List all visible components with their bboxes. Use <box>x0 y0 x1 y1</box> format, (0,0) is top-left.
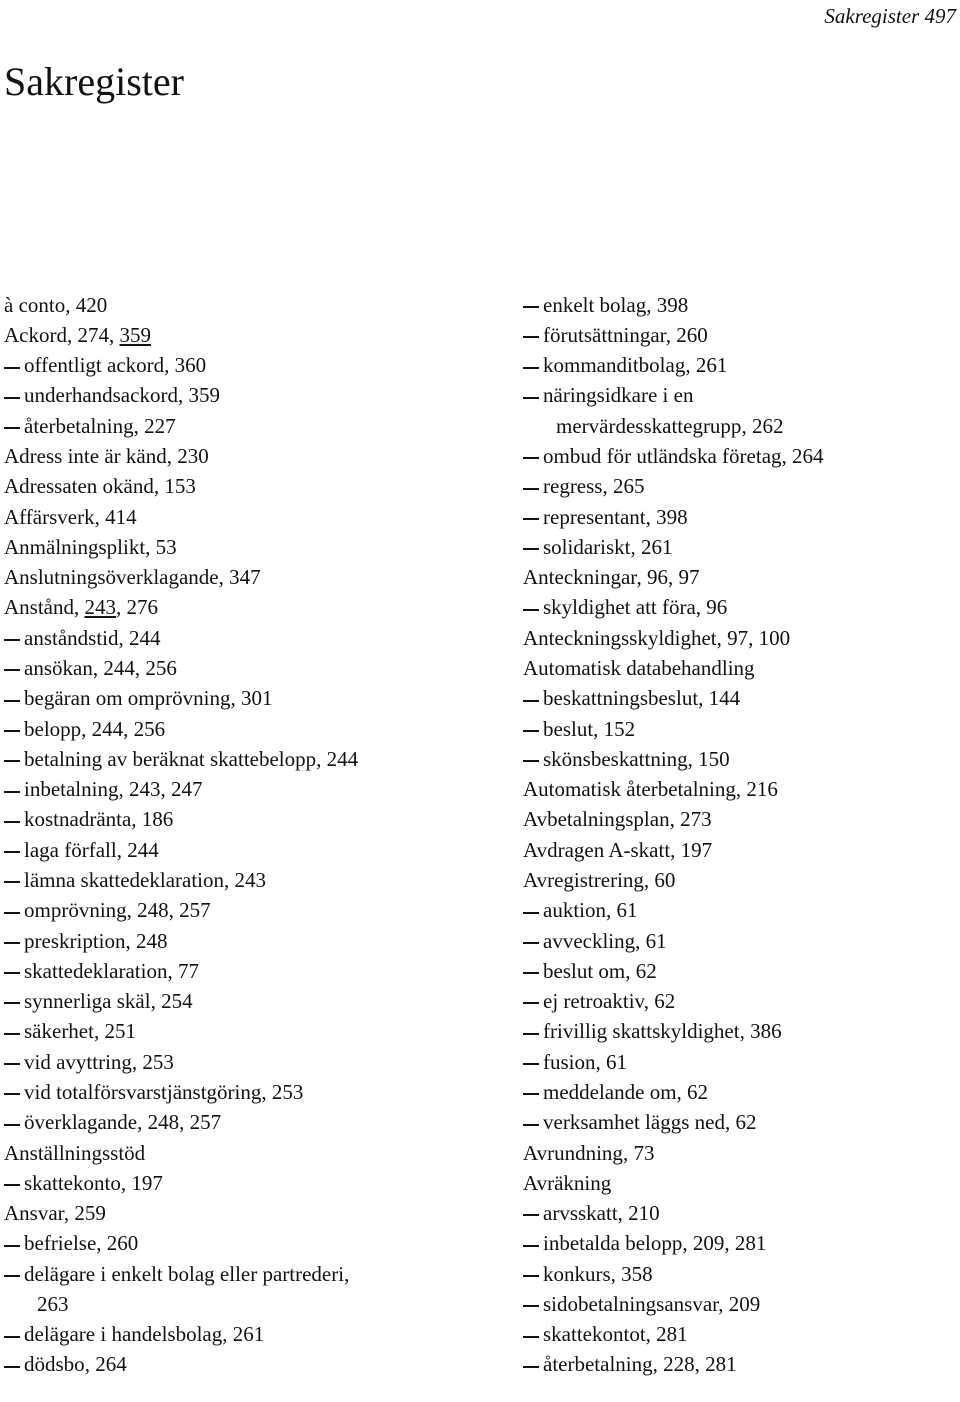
underlined-page-ref: 359 <box>119 322 151 347</box>
index-term: skyldighet att föra <box>543 595 696 620</box>
index-term: Avbetalningsplan <box>523 807 670 832</box>
index-term: avveckling <box>543 928 636 953</box>
index-term: Ansvar <box>4 1201 64 1226</box>
index-entry: Anslutningsöverklagande, 347 <box>4 565 261 590</box>
index-term: Anteckningar <box>523 565 637 590</box>
index-subentry: beslut, 152 <box>523 714 958 744</box>
page-refs: 244 <box>127 837 159 862</box>
index-term: frivillig skattskyldighet <box>543 1019 740 1044</box>
page-refs: 244 <box>129 625 161 650</box>
index-term: skönsbeskattning <box>543 746 688 771</box>
index-subentry: skattekonto, 197 <box>4 1168 444 1198</box>
page-refs: 62 <box>654 989 676 1014</box>
index-subentry: verksamhet läggs ned, 62 <box>523 1108 958 1138</box>
index-term: belopp <box>24 716 82 741</box>
index-entry: à conto, 420 <box>4 292 108 317</box>
page-refs: 144 <box>708 686 741 711</box>
index-subentry: anståndstid, 244 <box>4 623 444 653</box>
page-refs: 216 <box>746 777 778 802</box>
page-refs: 228, 281 <box>663 1352 737 1377</box>
index-term: underhandsackord <box>24 383 178 408</box>
index-entry: Anteckningsskyldighet, 97, 100 <box>523 625 791 650</box>
index-term: anståndstid <box>24 625 119 650</box>
index-subentry: avveckling, 61 <box>523 926 958 956</box>
index-entry: Anstånd, 243, 276 <box>4 595 158 620</box>
index-term: förutsättningar <box>543 322 666 347</box>
index-term: Anteckningsskyldighet <box>523 625 717 650</box>
page-refs: 243, 247 <box>128 777 203 802</box>
page-refs: 96, 97 <box>646 565 700 590</box>
index-subentry: återbetalning, 228, 281 <box>523 1350 958 1380</box>
index-subentry: beskattningsbeslut, 144 <box>523 684 958 714</box>
page-refs: 244, 256 <box>91 716 166 741</box>
page-refs: 260 <box>106 1231 139 1256</box>
index-subentry: kommanditbolag, 261 <box>523 351 958 381</box>
index-term: arvsskatt <box>543 1201 618 1226</box>
index-term: dödsbo <box>24 1352 85 1377</box>
index-term: skattekontot <box>543 1322 646 1347</box>
page-refs: 61 <box>616 898 638 923</box>
index-subentry: befrielse, 260 <box>4 1229 444 1259</box>
index-subentry: ombud för utländska företag, 264 <box>523 441 958 471</box>
page-refs: 186 <box>141 807 174 832</box>
index-entry: Adressaten okänd, 153 <box>4 474 196 499</box>
page-refs: 253 <box>271 1079 304 1104</box>
index-term: à conto <box>4 292 66 317</box>
index-entry: Adress inte är känd, 230 <box>4 444 209 469</box>
index-subentry: auktion, 61 <box>523 896 958 926</box>
index-term: regress <box>543 474 603 499</box>
page-refs: 62 <box>735 1110 757 1135</box>
running-head: Sakregister 497 <box>824 4 956 28</box>
index-term: Anstånd <box>4 595 74 620</box>
index-entry: Anteckningar, 96, 97 <box>523 565 700 590</box>
index-term: 263 <box>37 1291 69 1316</box>
page-refs: 61 <box>606 1049 627 1074</box>
index-term: näringsidkare i en <box>543 383 694 408</box>
index-entry: Affärsverk, 414 <box>4 504 137 529</box>
index-entry: Avregistrering, 60 <box>523 867 676 892</box>
page-refs: 209 <box>728 1291 761 1316</box>
index-term: preskription <box>24 928 126 953</box>
page-refs: 265 <box>612 474 645 499</box>
page-refs: 248 <box>135 928 168 953</box>
index-subentry: frivillig skattskyldighet, 386 <box>523 1017 958 1047</box>
index-subentry: säkerhet, 251 <box>4 1017 444 1047</box>
index-term: skattedeklaration <box>24 958 168 983</box>
index-term: Adressaten okänd <box>4 474 154 499</box>
index-subentry <box>4 1259 444 1289</box>
index-term: ombud för utländska företag <box>543 444 782 469</box>
index-term: auktion <box>543 898 606 923</box>
page-refs: 73 <box>633 1140 655 1165</box>
index-subentry: sidobetalningsansvar, 209 <box>523 1289 958 1319</box>
index-term: representant <box>543 504 646 529</box>
index-term: laga förfall <box>24 837 117 862</box>
page-refs: 197 <box>680 837 713 862</box>
page-refs: 360 <box>174 353 207 378</box>
index-subentry: inbetalning, 243, 247 <box>4 775 444 805</box>
index-term: skattekonto <box>24 1170 121 1195</box>
index-term: omprövning <box>24 898 127 923</box>
page-refs: 227 <box>144 413 176 438</box>
index-subentry: dödsbo, 264 <box>4 1350 444 1380</box>
page-refs: 359 <box>188 383 220 408</box>
index-term: inbetalda belopp <box>543 1231 683 1256</box>
page-refs: 197 <box>131 1170 163 1195</box>
index-subentry: inbetalda belopp, 209, 281 <box>523 1229 958 1259</box>
index-subentry: belopp, 244, 256 <box>4 714 444 744</box>
underlined-page-ref: 243 <box>84 595 116 620</box>
page-refs: 414 <box>105 504 137 529</box>
index-term: meddelande om <box>543 1079 677 1104</box>
page-refs: 259 <box>74 1201 106 1226</box>
page-refs: 274, 359 <box>77 322 151 347</box>
page-refs: 150 <box>698 746 730 771</box>
index-term: säkerhet <box>24 1019 94 1044</box>
page-refs: 251 <box>104 1019 136 1044</box>
index-column-left <box>4 290 444 1380</box>
index-subentry: konkurs, 358 <box>523 1259 958 1289</box>
index-term: begäran om omprövning <box>24 686 231 711</box>
index-subentry: återbetalning, 227 <box>4 411 444 441</box>
index-term: betalning av beräknat skattebelopp <box>24 746 317 771</box>
page-refs: 398 <box>656 504 688 529</box>
index-continuation <box>4 1289 444 1319</box>
page-refs: 264 <box>792 444 824 469</box>
page-refs: 264 <box>95 1352 127 1377</box>
index-subentry: representant, 398 <box>523 502 958 532</box>
index-subentry: begäran om omprövning, 301 <box>4 684 444 714</box>
index-entry <box>523 1168 958 1198</box>
index-term: beslut <box>543 716 594 741</box>
index-term: offentligt ackord <box>24 353 165 378</box>
page-title: Sakregister <box>4 59 184 104</box>
index-subentry: synnerliga skäl, 254 <box>4 986 444 1016</box>
page-refs: 97, 100 <box>727 625 791 650</box>
index-subentry: skattekontot, 281 <box>523 1320 958 1350</box>
index-term: delägare i handelsbolag <box>24 1322 223 1347</box>
index-subentry: omprövning, 248, 257 <box>4 896 444 926</box>
page-refs: 244, 256 <box>103 656 177 681</box>
index-subentry: beslut om, 62 <box>523 956 958 986</box>
index-term: överklagande <box>24 1110 138 1135</box>
page-refs: 254 <box>161 989 193 1014</box>
page-refs: 210 <box>628 1201 660 1226</box>
index-subentry: regress, 265 <box>523 472 958 502</box>
index-entry <box>4 1138 444 1168</box>
page-refs: 96 <box>706 595 728 620</box>
index-subentry: ansökan, 244, 256 <box>4 653 444 683</box>
page-refs: 152 <box>603 716 636 741</box>
index-subentry <box>523 381 958 411</box>
page-refs: 209, 281 <box>692 1231 767 1256</box>
index-term: befrielse <box>24 1231 97 1256</box>
page-refs: 301 <box>240 686 273 711</box>
page-refs: 62 <box>687 1079 709 1104</box>
index-term: inbetalning <box>24 777 119 802</box>
index-term: Anställningsstöd <box>4 1140 146 1165</box>
page-refs: 420 <box>75 292 108 317</box>
index-subentry: enkelt bolag, 398 <box>523 290 958 320</box>
index-term: mervärdesskattegrupp <box>556 413 742 438</box>
index-term: ej retroaktiv <box>543 989 644 1014</box>
index-term: konkurs <box>543 1261 611 1286</box>
index-term: återbetalning <box>24 413 134 438</box>
page-refs: 262 <box>751 413 784 438</box>
index-subentry: förutsättningar, 260 <box>523 320 958 350</box>
index-subentry: delägare i handelsbolag, 261 <box>4 1320 444 1350</box>
page-refs: 77 <box>177 958 199 983</box>
page-refs: 243, 276 <box>84 595 158 620</box>
index-entry: Avrundning, 73 <box>523 1140 655 1165</box>
page-refs: 62 <box>635 958 657 983</box>
index-entry: Ansvar, 259 <box>4 1201 106 1226</box>
index-term: delägare i enkelt bolag eller partrederi, <box>24 1261 350 1286</box>
index-subentry: skattedeklaration, 77 <box>4 956 444 986</box>
index-term: ansökan <box>24 656 93 681</box>
index-entry: Automatisk återbetalning, 216 <box>523 777 778 802</box>
index-entry: Anmälningsplikt, 53 <box>4 534 177 559</box>
index-term: enkelt bolag <box>543 292 647 317</box>
page-refs: 61 <box>645 928 667 953</box>
index-term: Anslutningsöverklagande <box>4 565 219 590</box>
index-term: beslut om <box>543 958 626 983</box>
index-subentry: arvsskatt, 210 <box>523 1198 958 1228</box>
index-subentry: solidariskt, 261 <box>523 532 958 562</box>
index-term: Avdragen A-skatt <box>523 837 671 862</box>
page-refs: 248, 257 <box>137 898 211 923</box>
index-term: sidobetalningsansvar <box>543 1291 719 1316</box>
index-term: beskattningsbeslut <box>543 686 699 711</box>
index-term: Adress inte är känd <box>4 444 167 469</box>
index-term: lämna skattedeklaration <box>24 867 225 892</box>
page-refs: 358 <box>621 1261 653 1286</box>
index-term: Automatisk databehandling <box>523 656 755 681</box>
page-refs: 398 <box>656 292 689 317</box>
index-subentry: kostnadränta, 186 <box>4 805 444 835</box>
index-column-right <box>523 290 958 1380</box>
index-term: Avregistrering <box>523 867 644 892</box>
page-refs: 273 <box>680 807 712 832</box>
page-refs: 60 <box>654 867 676 892</box>
page-refs: 243 <box>234 867 267 892</box>
index-term: vid totalförsvarstjänstgöring <box>24 1079 262 1104</box>
page-refs: 244 <box>326 746 359 771</box>
page-refs: 281 <box>656 1322 688 1347</box>
index-subentry: överklagande, 248, 257 <box>4 1108 444 1138</box>
index-entry: Ackord, 274, 359 <box>4 322 151 347</box>
index-entry <box>523 653 958 683</box>
index-subentry: laga förfall, 244 <box>4 835 444 865</box>
index-term: kommanditbolag <box>543 353 686 378</box>
index-term: synnerliga skäl <box>24 989 151 1014</box>
index-entry: Avbetalningsplan, 273 <box>523 807 712 832</box>
index-term: fusion <box>543 1049 596 1074</box>
index-term: Ackord <box>4 322 67 347</box>
page-refs: 261 <box>641 534 673 559</box>
page-refs: 253 <box>142 1049 174 1074</box>
index-subentry: offentligt ackord, 360 <box>4 351 444 381</box>
index-subentry: preskription, 248 <box>4 926 444 956</box>
index-subentry: fusion, 61 <box>523 1047 958 1077</box>
index-term: kostnadränta <box>24 807 132 832</box>
index-subentry: lämna skattedeklaration, 243 <box>4 865 444 895</box>
page-refs: 53 <box>155 534 177 559</box>
page-refs: 230 <box>177 444 209 469</box>
index-subentry: betalning av beräknat skattebelopp, 244 <box>4 744 444 774</box>
index-term: verksamhet läggs ned <box>543 1110 725 1135</box>
page-refs: 153 <box>164 474 196 499</box>
index-subentry: skönsbeskattning, 150 <box>523 744 958 774</box>
page-refs: 261 <box>695 353 728 378</box>
index-term: Avrundning <box>523 1140 623 1165</box>
page-refs: 261 <box>232 1322 265 1347</box>
index-subentry: vid avyttring, 253 <box>4 1047 444 1077</box>
index-continuation: mervärdesskattegrupp, 262 <box>556 413 784 438</box>
page-refs: 248, 257 <box>147 1110 222 1135</box>
index-term: Anmälningsplikt <box>4 534 146 559</box>
index-term: solidariskt <box>543 534 631 559</box>
index-subentry: vid totalförsvarstjänstgöring, 253 <box>4 1077 444 1107</box>
page-refs: 347 <box>229 565 261 590</box>
index-subentry: skyldighet att föra, 96 <box>523 593 958 623</box>
page-refs: 386 <box>750 1019 782 1044</box>
index-term: Automatisk återbetalning <box>523 777 736 802</box>
index-subentry: underhandsackord, 359 <box>4 381 444 411</box>
index-entry: Avdragen A-skatt, 197 <box>523 837 713 862</box>
index-subentry: ej retroaktiv, 62 <box>523 986 958 1016</box>
index-term: Avräkning <box>523 1170 612 1195</box>
page-refs: 260 <box>676 322 708 347</box>
index-subentry: meddelande om, 62 <box>523 1077 958 1107</box>
index-term: återbetalning <box>543 1352 653 1377</box>
index-term: vid avyttring <box>24 1049 132 1074</box>
index-term: Affärsverk <box>4 504 95 529</box>
